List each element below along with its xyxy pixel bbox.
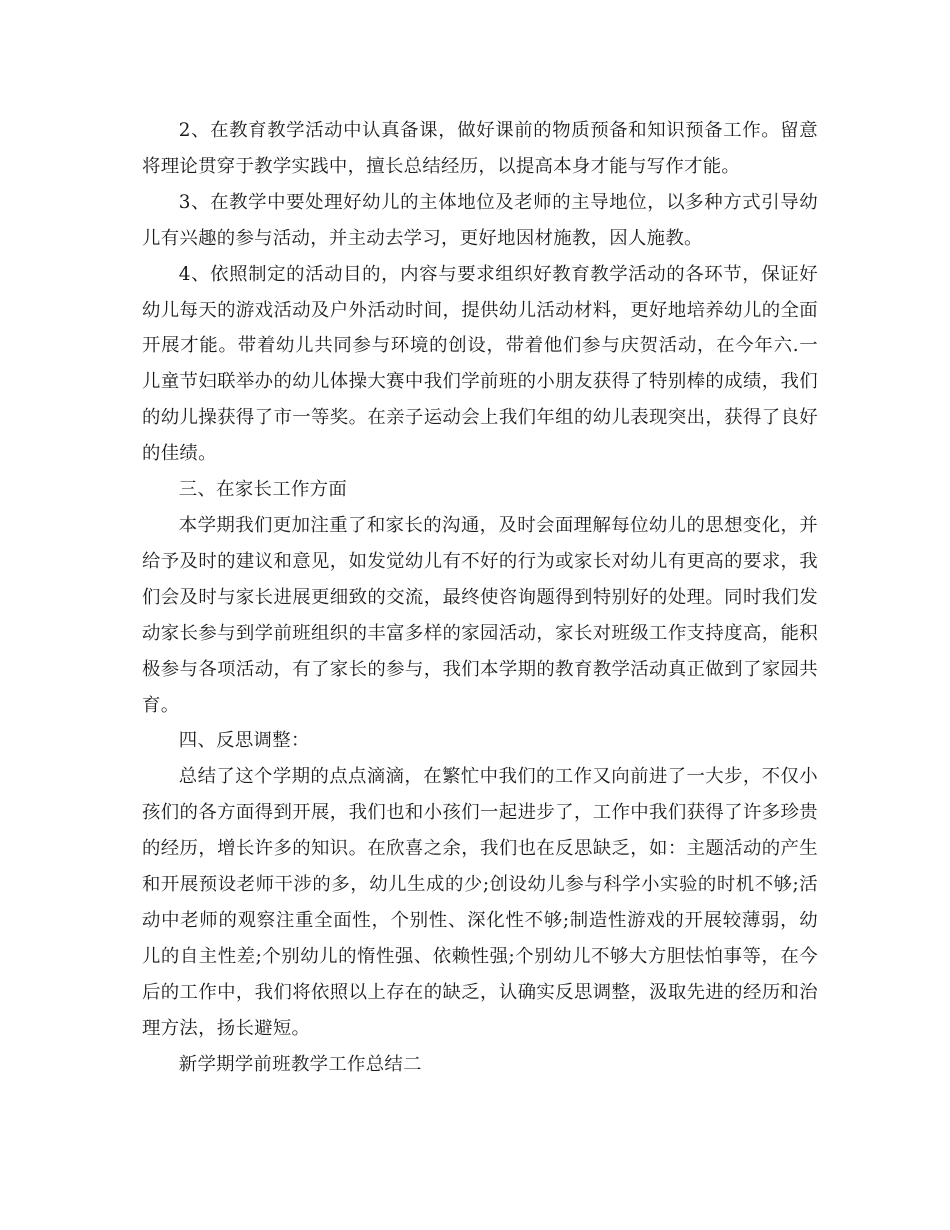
- document-body: [142, 113, 818, 1082]
- paragraph-teaching-preparation: 2、在教育教学活动中认真备课，做好课前的物质预备和知识预备工作。留意将理论贯穿于教学实践中，擅长总结经历，以提高本身才能与写作才能。: [142, 120, 818, 177]
- section-heading-reflection: 四、反思调整：: [178, 730, 310, 752]
- section-heading-parent-work: 三、在家长工作方面: [178, 479, 348, 501]
- paragraph-child-subject-role: 3、在教学中要处理好幼儿的主体地位及老师的主导地位，以多种方式引导幼儿有兴趣的参与活动，并主动去学习，更好地因材施教，因人施教。: [142, 191, 818, 249]
- paragraph-reflection-summary: 总结了这个学期的点点滴滴，在繁忙中我们的工作又向前进了一大步，不仅小孩们的各方面得到开展，我们也和小孩们一起进步了，工作中我们获得了许多珍贵的经历，增长许多的知识。在欣喜之余，我们也在反思缺乏，如：主题活动的产生和开展预设老师干涉的多，幼儿生成的少;创设幼儿参与科学小实验的时机不够;活动中老师的观察注重全面性，个别性、深化性不够;制造性游戏的开展较薄弱，幼儿的自主性差;个别幼儿的惰性强、依赖性强;个别幼儿不够大方胆怯怕事等，在今后的工作中，我们将依照以上存在的缺乏，认确实反思调整，汲取先进的经历和治理方法，扬长避短。: [142, 766, 818, 1039]
- section-heading-summary-two: 新学期学前班教学工作总结二: [178, 1053, 422, 1075]
- paragraph-parent-communication: 本学期我们更加注重了和家长的沟通，及时会面理解每位幼儿的思想变化，并给予及时的建议和意见，如发觉幼儿有不好的行为或家长对幼儿有更高的要求，我们会及时与家长进展更细致的交流，最终使咨询题得到特别好的处理。同时我们发动家长参与到学前班组织的丰富多样的家园活动，家长对班级工作支持度高，能积极参与各项活动，有了家长的参与，我们本学期的教育教学活动真正做到了家园共育。: [142, 514, 818, 716]
- paragraph-activity-organization: 4、依照制定的活动目的，内容与要求组织好教育教学活动的各环节，保证好幼儿每天的游戏活动及户外活动时间，提供幼儿活动材料，更好地培养幼儿的全面开展才能。带着幼儿共同参与环境的创设，带着他们参与庆贺活动，在今年六.一儿童节妇联举办的幼儿体操大赛中我们学前班的小朋友获得了特别棒的成绩，我们的幼儿操获得了市一等奖。在亲子运动会上我们年组的幼儿表现突出，获得了良好的佳绩。: [142, 263, 818, 465]
